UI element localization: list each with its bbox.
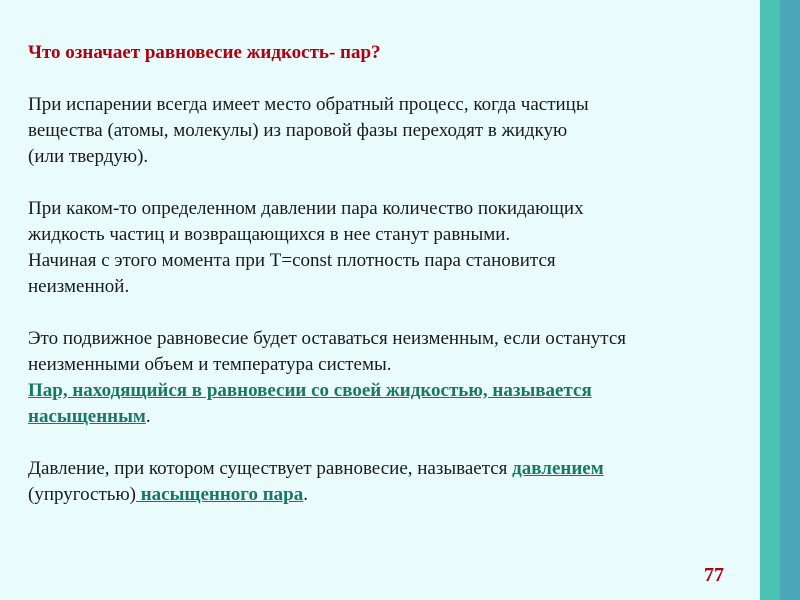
text-fragment: Давление, при котором существует равновесие, называется bbox=[28, 458, 513, 479]
text-line: вещества (атомы, молекулы) из паровой фазы переходят в жидкую bbox=[28, 120, 568, 141]
decorative-stripe-dark bbox=[780, 0, 800, 600]
punctuation: . bbox=[145, 406, 151, 427]
saturated-vapor-pressure-link[interactable]: насыщенного пара bbox=[135, 484, 304, 505]
text-line: (или твердую). bbox=[28, 146, 149, 167]
slide-title: Что означает равновесие жидкость- пар? bbox=[28, 42, 381, 63]
text-line: При испарении всегда имеет место обратный процесс, когда частицы bbox=[28, 94, 589, 115]
text-line bbox=[28, 404, 748, 430]
paragraph-equilibrium-pressure bbox=[28, 196, 748, 300]
text-line: При каком-то определенном давлении пара количество покидающих bbox=[28, 198, 584, 219]
text-line bbox=[28, 378, 748, 404]
paragraph-saturated-pressure bbox=[28, 456, 748, 508]
text-line: жидкость частиц и возвращающихся в нее станут равными. bbox=[28, 224, 511, 245]
pressure-link[interactable]: давлением bbox=[512, 458, 604, 479]
paragraph-evaporation bbox=[28, 92, 748, 170]
text-line: Начиная с этого момента при T=const плотность пара становится bbox=[28, 250, 556, 271]
text-fragment: (упругостью) bbox=[28, 484, 136, 505]
saturated-vapor-link[interactable]: Пар, находящийся в равновесии со своей жидкостью, называется bbox=[28, 380, 592, 401]
decorative-stripe-light bbox=[760, 0, 780, 600]
saturated-link[interactable]: насыщенным bbox=[28, 406, 146, 427]
text-line bbox=[28, 456, 748, 482]
paragraph-dynamic-equilibrium bbox=[28, 326, 748, 378]
punctuation: . bbox=[303, 484, 308, 505]
paragraph-saturated-vapor bbox=[28, 378, 748, 430]
text-line: неизменными объем и температура системы. bbox=[28, 354, 392, 375]
text-line bbox=[28, 482, 748, 508]
slide-content bbox=[28, 40, 748, 534]
text-line: неизменной. bbox=[28, 276, 130, 297]
page-number: 77 bbox=[704, 564, 724, 586]
text-line: Это подвижное равновесие будет оставаться неизменным, если останутся bbox=[28, 328, 627, 349]
